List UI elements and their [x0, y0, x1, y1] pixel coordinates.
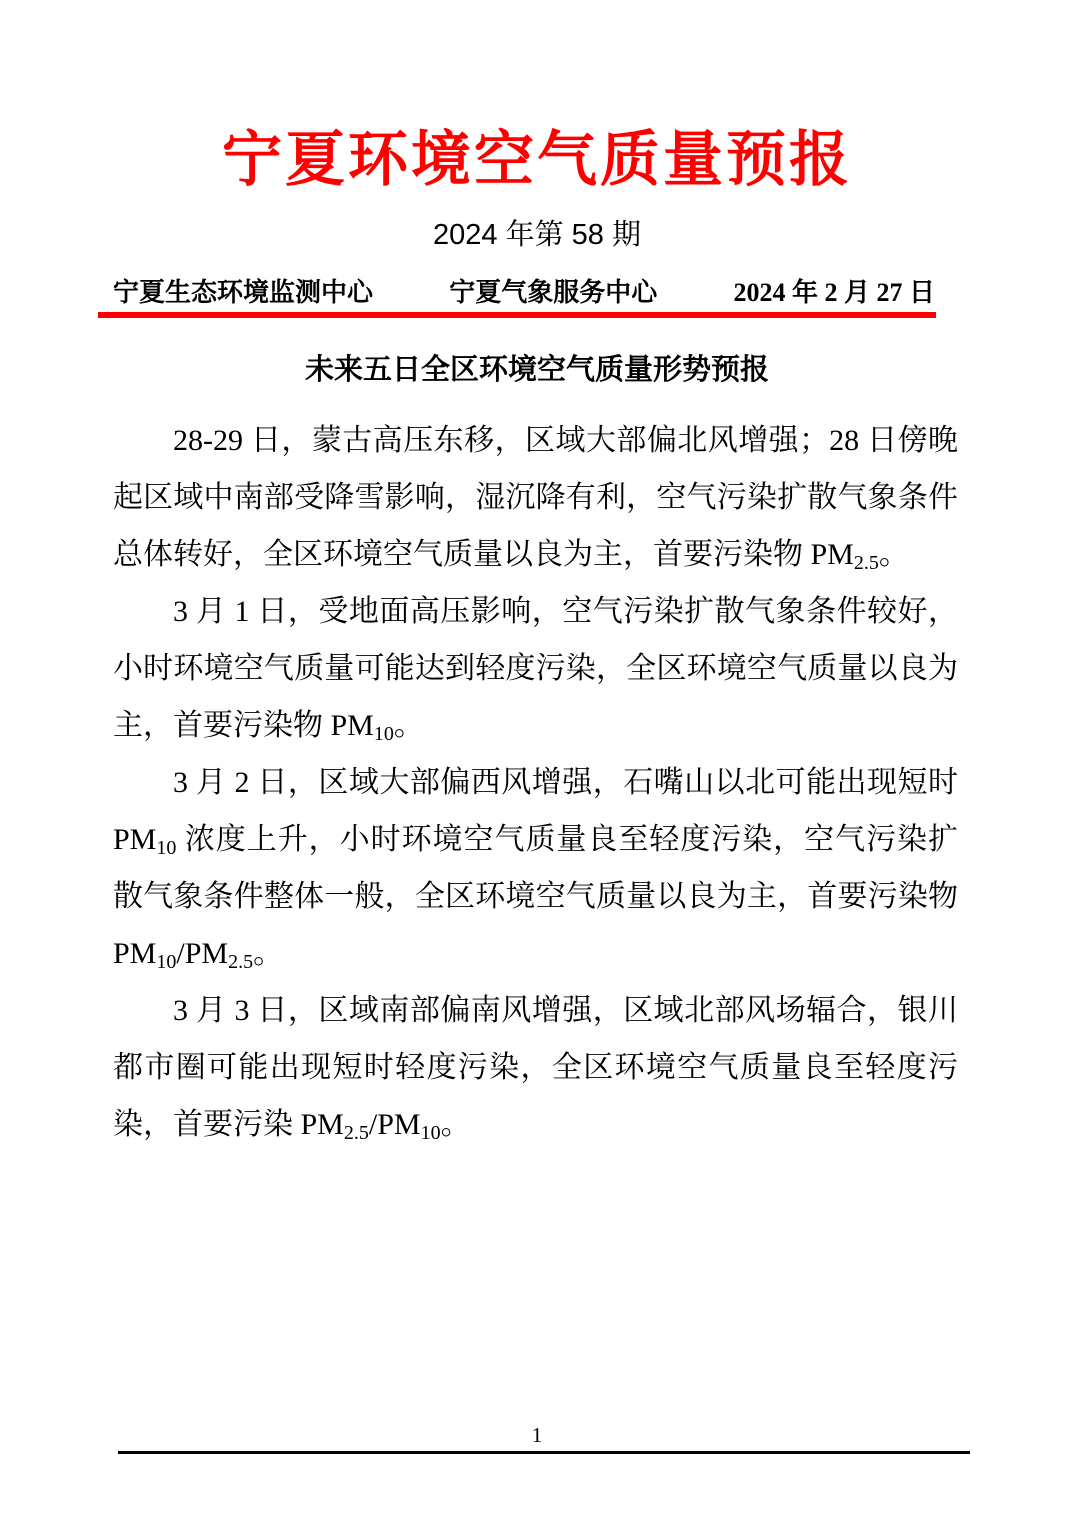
org-meteorological-center: 宁夏气象服务中心 — [449, 278, 658, 307]
forecast-paragraph — [113, 754, 958, 982]
paragraph-text: 。 — [253, 937, 284, 970]
document-title: 宁夏环境空气质量预报 — [222, 127, 852, 193]
section-title: 未来五日全区环境空气质量形势预报 — [304, 354, 769, 386]
issue-number: 2024 年第 58 期 — [433, 219, 641, 251]
footer-divider-line — [118, 1451, 970, 1454]
pollutant-subscript: 2.5 — [343, 1122, 369, 1144]
pollutant-subscript: 10 — [156, 951, 177, 973]
paragraph-text: 浓度上升，小时环境空气质量良至轻度污染，空气污染扩散气象条件整体一般，全区环境空气质量以良为主，首要污染物 PM — [113, 823, 958, 970]
red-divider-line — [98, 312, 936, 318]
org-monitoring-center: 宁夏生态环境监测中心 — [113, 278, 374, 307]
pollutant-subscript: 10 — [420, 1122, 441, 1144]
paragraph-text: 。 — [878, 538, 909, 571]
paragraph-text: 。 — [440, 1108, 471, 1141]
paragraph-text: 3 月 1 日，受地面高压影响，空气污染扩散气象条件较好，小时环境空气质量可能达到轻度污染，全区环境空气质量以良为主，首要污染物 PM — [113, 595, 958, 742]
pollutant-subscript: 2.5 — [228, 951, 254, 973]
page-number: 1 — [531, 1423, 543, 1447]
forecast-paragraph — [113, 412, 958, 583]
paragraph-text: 。 — [393, 709, 424, 742]
forecast-paragraph — [113, 583, 958, 754]
header-org-row — [113, 276, 935, 310]
paragraph-text: 3 月 2 日，区域大部偏西风增强，石嘴山以北可能出现短时 PM — [113, 766, 958, 856]
forecast-paragraphs — [113, 412, 958, 1153]
paragraph-text: 28-29 日，蒙古高压东移，区域大部偏北风增强；28 日傍晚起区域中南部受降雪影响，湿沉降有利，空气污染扩散气象条件总体转好，全区环境空气质量以良为主，首要污染物 PM — [113, 424, 958, 571]
pollutant-subscript: 2.5 — [853, 552, 879, 574]
pollutant-subscript: 10 — [156, 837, 177, 859]
paragraph-text: 3 月 3 日，区域南部偏南风增强，区域北部风场辐合，银川都市圈可能出现短时轻度污染，全区环境空气质量良至轻度污染，首要污染 PM — [113, 994, 958, 1141]
paragraph-text: /PM — [368, 1108, 421, 1141]
pollutant-subscript: 10 — [373, 723, 394, 745]
issue-date: 2024 年 2 月 27 日 — [733, 278, 935, 307]
forecast-paragraph — [113, 982, 958, 1153]
paragraph-text: /PM — [176, 937, 229, 970]
